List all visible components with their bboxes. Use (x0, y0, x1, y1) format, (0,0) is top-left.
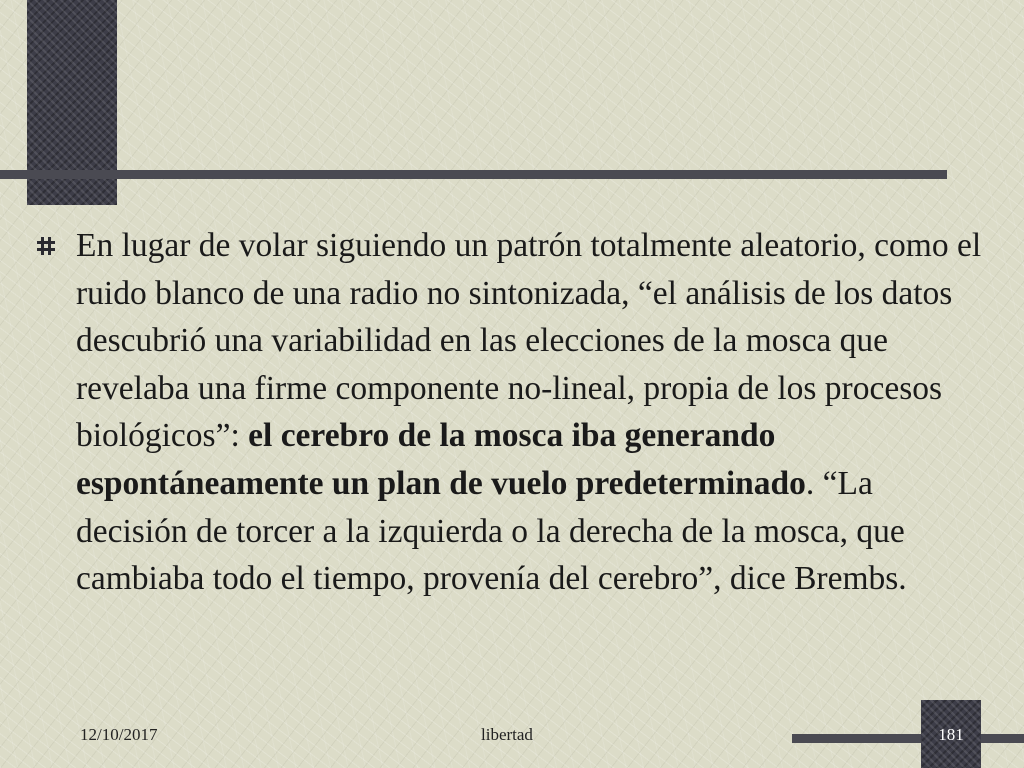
top-decorative-line (0, 170, 947, 179)
hash-bullet-icon (36, 236, 56, 256)
page-number: 181 (938, 725, 964, 744)
bullet-item (36, 222, 986, 603)
text-bold-part: el cerebro de la mosca iba generando espontáneamente un plan de vuelo predeterminado (76, 417, 806, 502)
text-part-2: . “La decisión de torcer a la izquierda o la derecha de la mosca, que cambiaba todo el tiempo, provenía del cerebro”, dice Brembs. (76, 464, 907, 598)
footer-date: 12/10/2017 (80, 725, 158, 744)
bottom-decorative-line (792, 734, 1024, 743)
text-part-1: En lugar de volar siguiendo un patrón totalmente aleatorio, como el ruido blanco de una radio no sintonizada, “el análisis de los datos descubrió una variabilidad en las elecciones de la mosca que revelaba una firme componente no-lineal, propia de los procesos biológicos”: (76, 227, 982, 455)
footer-title: libertad (481, 725, 533, 744)
bullet-text (76, 222, 986, 603)
